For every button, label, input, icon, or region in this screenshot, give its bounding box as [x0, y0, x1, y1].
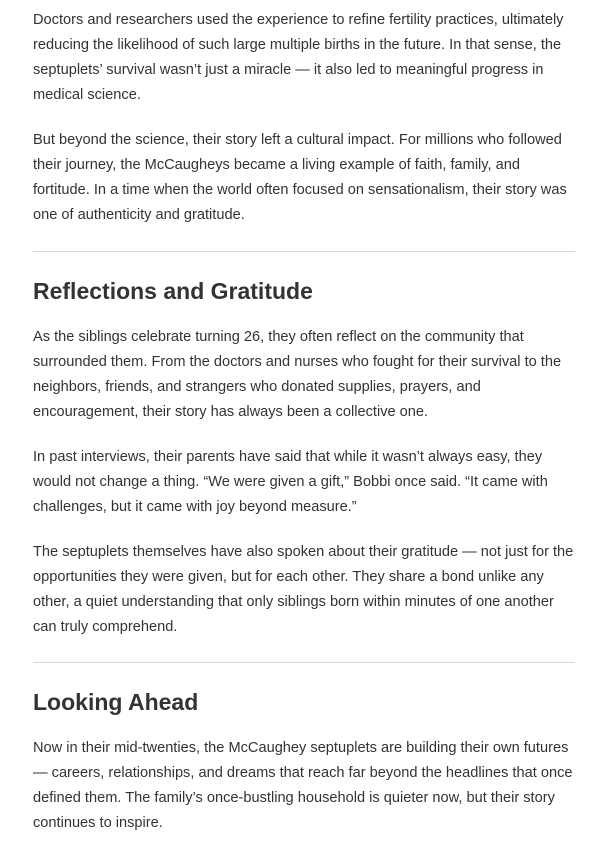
paragraph: Now in their mid-twenties, the McCaughey septuplets are building their own futures — careers, relationships, and dreams that reach far beyond the headlines that once defined them. The family’s once-bustling household is quieter now, but their story continues to inspire. [33, 740, 573, 831]
section-divider [33, 662, 575, 663]
reflections-section [33, 325, 575, 640]
section-heading-looking-ahead: Looking Ahead [33, 689, 199, 715]
paragraph: The septuplets themselves have also spoken about their gratitude — not just for the opportunities they were given, but for each other. They share a bond unlike any other, a quiet understanding that only siblings born within minutes of one another can truly comprehend. [33, 544, 574, 635]
section-divider [33, 251, 575, 252]
intro-section [33, 8, 575, 228]
section-heading-reflections: Reflections and Gratitude [33, 278, 313, 304]
paragraph: But beyond the science, their story left a cultural impact. For millions who followed their journey, the McCaugheys became a living example of faith, family, and fortitude. In a time when the world often focused on sensationalism, their story was one of authenticity and gratitude. [33, 132, 567, 223]
paragraph: As the siblings celebrate turning 26, they often reflect on the community that surrounded them. From the doctors and nurses who fought for their survival to the neighbors, friends, and strangers who donated supplies, prayers, and encouragement, their story has always been a collective one. [33, 329, 562, 420]
looking-ahead-section [33, 736, 575, 836]
paragraph: In past interviews, their parents have said that while it wasn’t always easy, they would not change a thing. “We were given a gift,” Bobbi once said. “It came with challenges, but it came with joy beyond measure.” [33, 449, 548, 515]
paragraph: Doctors and researchers used the experience to refine fertility practices, ultimately reducing the likelihood of such large multiple births in the future. In that sense, the septuplets’ survival wasn’t just a miracle — it also led to meaningful progress in medical science. [33, 12, 564, 103]
